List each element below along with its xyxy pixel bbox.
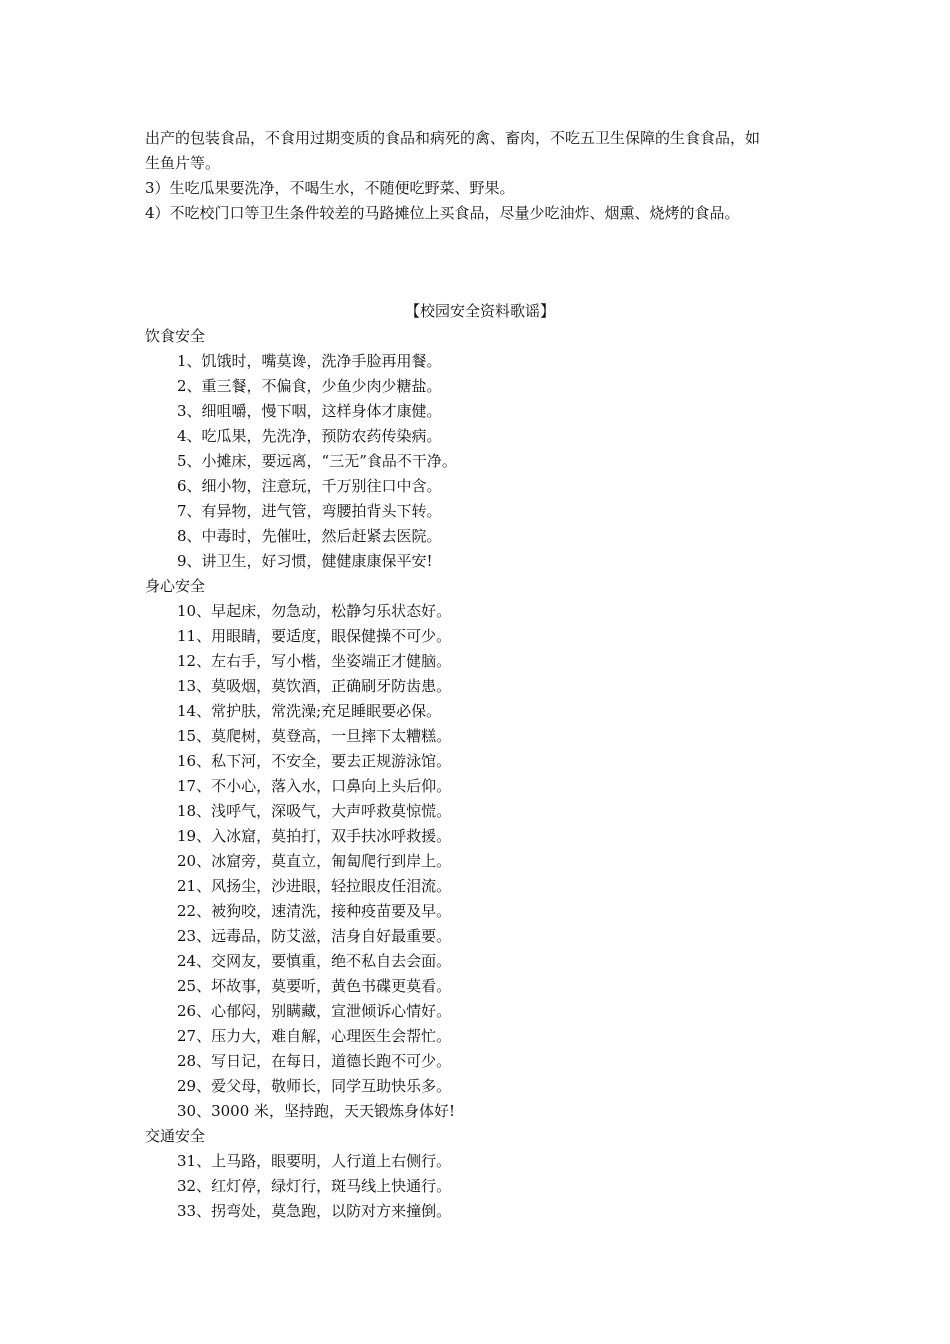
verse-line: 33、拐弯处，莫急跑，以防对方来撞倒。 xyxy=(177,1202,452,1220)
verse-line: 27、压力大，难自解，心理医生会帮忙。 xyxy=(177,1027,452,1045)
verse-line: 20、冰窟旁，莫直立，匍匐爬行到岸上。 xyxy=(177,852,452,870)
verse-line: 31、上马路，眼要明，人行道上右侧行。 xyxy=(177,1152,452,1170)
verse-line: 18、浅呼气，深吸气，大声呼救莫惊慌。 xyxy=(177,802,452,820)
verse-line: 11、用眼睛，要适度，眼保健操不可少。 xyxy=(177,627,452,645)
verse-line: 28、写日记，在每日，道德长跑不可少。 xyxy=(177,1052,452,1070)
verse-line: 24、交网友，要慎重，绝不私自去会面。 xyxy=(177,952,452,970)
verse-line: 7、有异物，进气管，弯腰拍背头下转。 xyxy=(177,502,442,520)
document-title: 【校园安全资料歌谣】 xyxy=(404,302,555,320)
verse-line: 19、入冰窟，莫拍打，双手扶冰呼救援。 xyxy=(177,827,452,845)
intro-line: 出产的包装食品，不食用过期变质的食品和病死的禽、畜肉，不吃五卫生保障的生食食品，如 xyxy=(145,129,761,147)
section-heading-diet: 饮食安全 xyxy=(145,327,206,345)
verse-line: 23、远毒品，防艾滋，洁身自好最重要。 xyxy=(177,927,452,945)
intro-paragraph xyxy=(145,126,815,226)
verse-line: 4、吃瓜果，先洗净，预防农药传染病。 xyxy=(177,427,442,445)
verse-line: 29、爱父母，敬师长，同学互助快乐多。 xyxy=(177,1077,452,1095)
verse-line: 22、被狗咬，速清洗，接种疫苗要及早。 xyxy=(177,902,452,920)
verse-line: 25、坏故事，莫要听，黄色书碟更莫看。 xyxy=(177,977,452,995)
song-content xyxy=(145,324,815,1224)
intro-line: 4）不吃校门口等卫生条件较差的马路摊位上买食品，尽量少吃油炸、烟熏、烧烤的食品。 xyxy=(145,204,740,222)
verse-line: 14、常护肤，常洗澡;充足睡眠要必保。 xyxy=(177,702,442,720)
verse-line: 8、中毒时，先催吐，然后赶紧去医院。 xyxy=(177,527,442,545)
verse-line: 1、饥饿时，嘴莫谗，洗净手脸再用餐。 xyxy=(177,352,442,370)
verse-line: 13、莫吸烟，莫饮酒，正确刷牙防齿患。 xyxy=(177,677,452,695)
section-heading-mind-body: 身心安全 xyxy=(145,577,206,595)
verse-line: 2、重三餐，不偏食，少鱼少肉少糖盐。 xyxy=(177,377,442,395)
verse-line: 10、早起床，勿急动，松静匀乐状态好。 xyxy=(177,602,452,620)
verse-line: 3、细咀嚼，慢下咽，这样身体才康健。 xyxy=(177,402,442,420)
verse-line: 26、心郁闷，别瞒藏，宣泄倾诉心情好。 xyxy=(177,1002,452,1020)
verse-line: 5、小摊床，要远离，“三无”食品不干净。 xyxy=(177,452,457,470)
verse-line: 21、风扬尘，沙进眼，轻拉眼皮任泪流。 xyxy=(177,877,452,895)
verse-line: 9、讲卫生，好习惯，健健康康保平安! xyxy=(177,552,433,570)
verse-line: 17、不小心，落入水，口鼻向上头后仰。 xyxy=(177,777,452,795)
intro-line: 生鱼片等。 xyxy=(145,154,221,172)
verse-line: 16、私下河，不安全，要去正规游泳馆。 xyxy=(177,752,452,770)
verse-line: 6、细小物，注意玩，千万别往口中含。 xyxy=(177,477,442,495)
section-heading-traffic: 交通安全 xyxy=(145,1127,206,1145)
intro-line: 3）生吃瓜果要洗净，不喝生水，不随便吃野菜、野果。 xyxy=(145,179,515,197)
verse-line: 12、左右手，写小楷，坐姿端正才健脑。 xyxy=(177,652,452,670)
verse-line: 30、3000 米，坚持跑，天天锻炼身体好! xyxy=(177,1102,456,1120)
verse-line: 32、红灯停，绿灯行，斑马线上快通行。 xyxy=(177,1177,452,1195)
verse-line: 15、莫爬树，莫登高，一旦摔下太糟糕。 xyxy=(177,727,452,745)
